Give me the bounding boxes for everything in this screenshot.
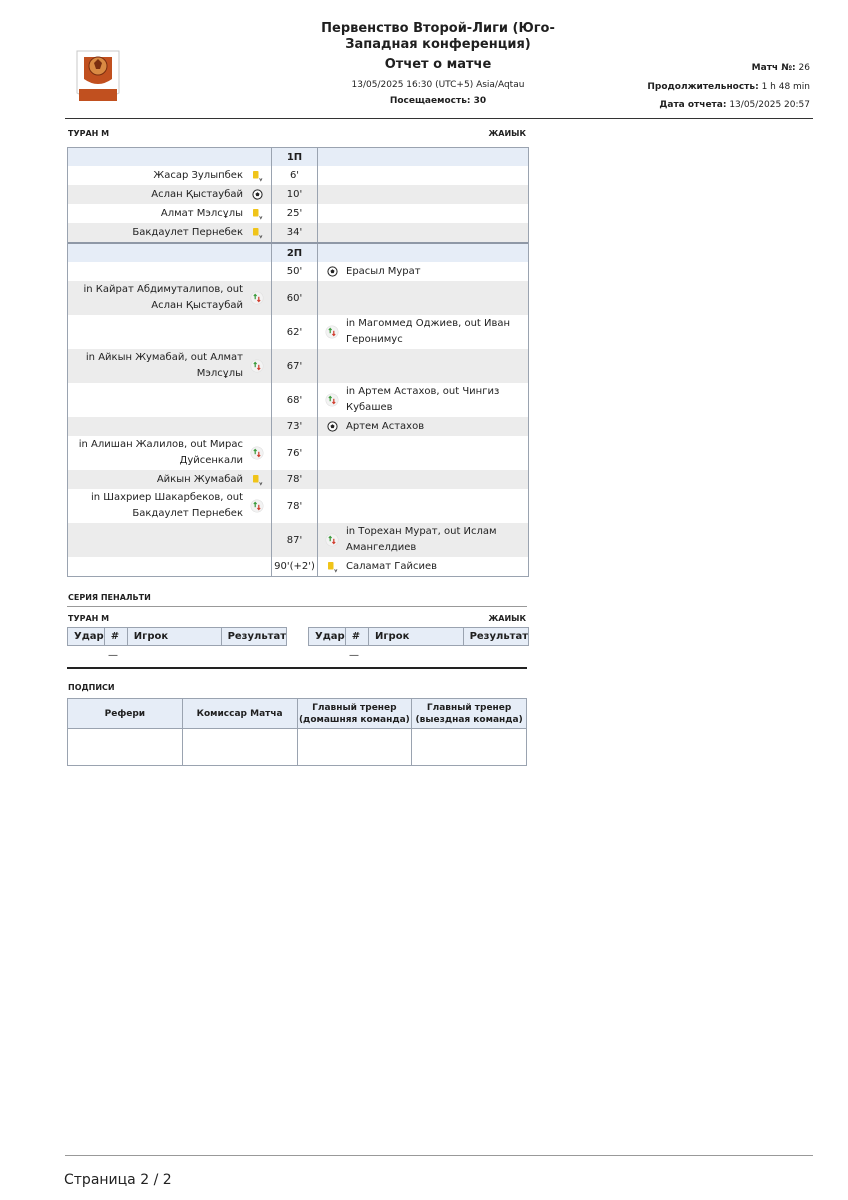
event-text: Артем Астахов: [346, 420, 425, 432]
event-home-cell: [68, 383, 272, 417]
event-home-cell: [68, 436, 272, 470]
event-away-cell: [318, 436, 528, 470]
event-minute: 87': [272, 523, 318, 557]
event-minute: 50': [272, 262, 318, 281]
event-away-cell: [318, 166, 528, 185]
event-text: in Торехан Мурат, out Ислам Амангелдиев: [346, 526, 497, 553]
event-away-cell: [318, 383, 528, 417]
substitution-icon: [249, 290, 265, 306]
yellow-card-icon: [249, 168, 265, 184]
yellow-card-icon: [249, 206, 265, 222]
event-home-cell: [68, 315, 272, 349]
events-table: [67, 147, 529, 577]
event-text: in Алишан Жалилов, out Мирас Дуйсенкали: [78, 439, 243, 466]
event-text: Жасар Зулыпбек: [153, 169, 243, 181]
event-home-cell: [68, 417, 272, 436]
event-minute: 6': [272, 166, 318, 185]
event-minute: 68': [272, 383, 318, 417]
event-row: [68, 223, 528, 242]
col-number: #: [346, 628, 369, 645]
event-row: [68, 349, 528, 383]
report-date: Дата отчета: 13/05/2025 20:57: [659, 100, 810, 110]
half-header-row: [68, 148, 528, 166]
col-shot: Удар: [309, 628, 346, 645]
half-label: 1П: [272, 148, 318, 166]
sig-away-coach-header: Главный тренер (выездная команда): [412, 699, 527, 729]
event-home-cell: [68, 470, 272, 489]
sig-home-coach-header: Главный тренер (домашняя команда): [297, 699, 412, 729]
col-player: Игрок: [369, 628, 464, 645]
sig-commissioner-cell[interactable]: [182, 729, 297, 766]
event-text: Саламат Гайсиев: [346, 560, 438, 572]
goal-icon: [249, 187, 265, 203]
sig-home-coach-cell[interactable]: [297, 729, 412, 766]
signatures-table: [67, 698, 527, 766]
event-away-cell: [318, 315, 528, 349]
footer-divider: [65, 1155, 813, 1156]
event-text: Ерасыл Мурат: [346, 265, 421, 277]
event-minute: 90'(+2'): [272, 557, 318, 576]
event-row: [68, 523, 528, 557]
goal-icon: [324, 419, 340, 435]
event-text: Бакдаулет Пернебек: [132, 226, 243, 238]
event-away-cell: [318, 557, 528, 576]
event-home-cell: [68, 204, 272, 223]
event-row: [68, 417, 528, 436]
half-label: 2П: [272, 244, 318, 262]
event-text: in Магоммед Оджиев, out Иван Геронимус: [346, 318, 511, 345]
event-row: [68, 315, 528, 349]
event-minute: 78': [272, 470, 318, 489]
event-row: [68, 489, 528, 523]
event-row: [68, 185, 528, 204]
away-team-name: ЖАИЫК: [488, 129, 526, 138]
event-minute: 25': [272, 204, 318, 223]
substitution-icon: [249, 358, 265, 374]
home-team-name: ТУРАН М: [68, 129, 110, 138]
event-row: [68, 470, 528, 489]
penalties-divider: [67, 606, 527, 607]
half-header-home-cell: [68, 148, 272, 166]
event-minute: 60': [272, 281, 318, 315]
half-header-away-cell: [318, 244, 528, 262]
event-text: in Кайрат Абдимуталипов, out Аслан Қыстаубай: [83, 284, 243, 311]
event-text: Аслан Қыстаубай: [151, 188, 243, 200]
event-away-cell: [318, 523, 528, 557]
penalties-home-team: ТУРАН М: [68, 614, 110, 623]
event-text: Алмат Мэлсұлы: [160, 207, 243, 219]
event-row: [68, 262, 528, 281]
event-away-cell: [318, 262, 528, 281]
event-home-cell: [68, 185, 272, 204]
event-text: Айкын Жумабай: [156, 473, 243, 485]
yellow-card-icon: [324, 559, 340, 575]
penalties-home-empty: —: [108, 650, 118, 661]
event-home-cell: [68, 262, 272, 281]
goal-icon: [324, 264, 340, 280]
penalties-away-table: [308, 627, 529, 646]
event-minute: 34': [272, 223, 318, 242]
substitution-icon: [324, 392, 340, 408]
event-text: in Айкын Жумабай, out Алмат Мэлсұлы: [85, 352, 243, 379]
event-home-cell: [68, 523, 272, 557]
event-row: [68, 166, 528, 185]
report-subtitle: Отчет о матче: [384, 57, 492, 72]
event-home-cell: [68, 223, 272, 242]
col-result: Результат: [227, 631, 286, 642]
match-duration: Продолжительность: 1 h 48 min: [647, 82, 810, 92]
event-home-cell: [68, 349, 272, 383]
yellow-card-icon: [249, 472, 265, 488]
event-text: in Шахриер Шакарбеков, out Бакдаулет Пернебек: [90, 492, 243, 519]
substitution-icon: [249, 445, 265, 461]
event-row: [68, 436, 528, 470]
event-away-cell: [318, 204, 528, 223]
event-minute: 67': [272, 349, 318, 383]
col-result: Результат: [469, 631, 528, 642]
attendance: Посещаемость: 30: [389, 96, 487, 106]
event-row: [68, 281, 528, 315]
sig-referee-header: Рефери: [68, 699, 183, 729]
event-away-cell: [318, 349, 528, 383]
col-player: Игрок: [128, 628, 222, 645]
event-away-cell: [318, 281, 528, 315]
match-datetime: 13/05/2025 16:30 (UTC+5) Asia/Aqtau: [351, 80, 525, 90]
event-away-cell: [318, 417, 528, 436]
col-number: #: [105, 628, 128, 645]
event-home-cell: [68, 166, 272, 185]
header-divider: [65, 118, 813, 119]
substitution-icon: [324, 532, 340, 548]
event-minute: 76': [272, 436, 318, 470]
col-shot: Удар: [68, 628, 105, 645]
event-home-cell: [68, 281, 272, 315]
penalties-home-table: [67, 627, 287, 646]
event-home-cell: [68, 557, 272, 576]
penalties-bottom-rule: [67, 667, 527, 669]
half-header-home-cell: [68, 244, 272, 262]
event-minute: 10': [272, 185, 318, 204]
sig-referee-cell[interactable]: [68, 729, 183, 766]
event-row: [68, 557, 528, 576]
penalties-away-team: ЖАИЫК: [488, 614, 526, 623]
event-row: [68, 204, 528, 223]
penalties-title: СЕРИЯ ПЕНАЛЬТИ: [68, 593, 151, 602]
report-title: Первенство Второй-Лиги (Юго-Западная конференция): [321, 21, 555, 52]
league-logo: [75, 49, 121, 105]
event-minute: 78': [272, 489, 318, 523]
match-number: Матч №: 26: [751, 63, 810, 73]
event-away-cell: [318, 185, 528, 204]
sig-commissioner-header: Комиссар Матча: [182, 699, 297, 729]
half-header-away-cell: [318, 148, 528, 166]
penalties-away-empty: —: [349, 650, 359, 661]
event-row: [68, 383, 528, 417]
yellow-card-icon: [249, 225, 265, 241]
event-minute: 62': [272, 315, 318, 349]
substitution-icon: [324, 324, 340, 340]
event-away-cell: [318, 489, 528, 523]
event-home-cell: [68, 489, 272, 523]
event-away-cell: [318, 470, 528, 489]
event-minute: 73': [272, 417, 318, 436]
signatures-title: ПОДПИСИ: [68, 683, 115, 692]
sig-away-coach-cell[interactable]: [412, 729, 527, 766]
substitution-icon: [249, 498, 265, 514]
half-header-row: [68, 242, 528, 262]
page-number: Страница 2 / 2: [64, 1172, 172, 1188]
event-text: in Артем Астахов, out Чингиз Кубашев: [346, 386, 500, 413]
event-away-cell: [318, 223, 528, 242]
